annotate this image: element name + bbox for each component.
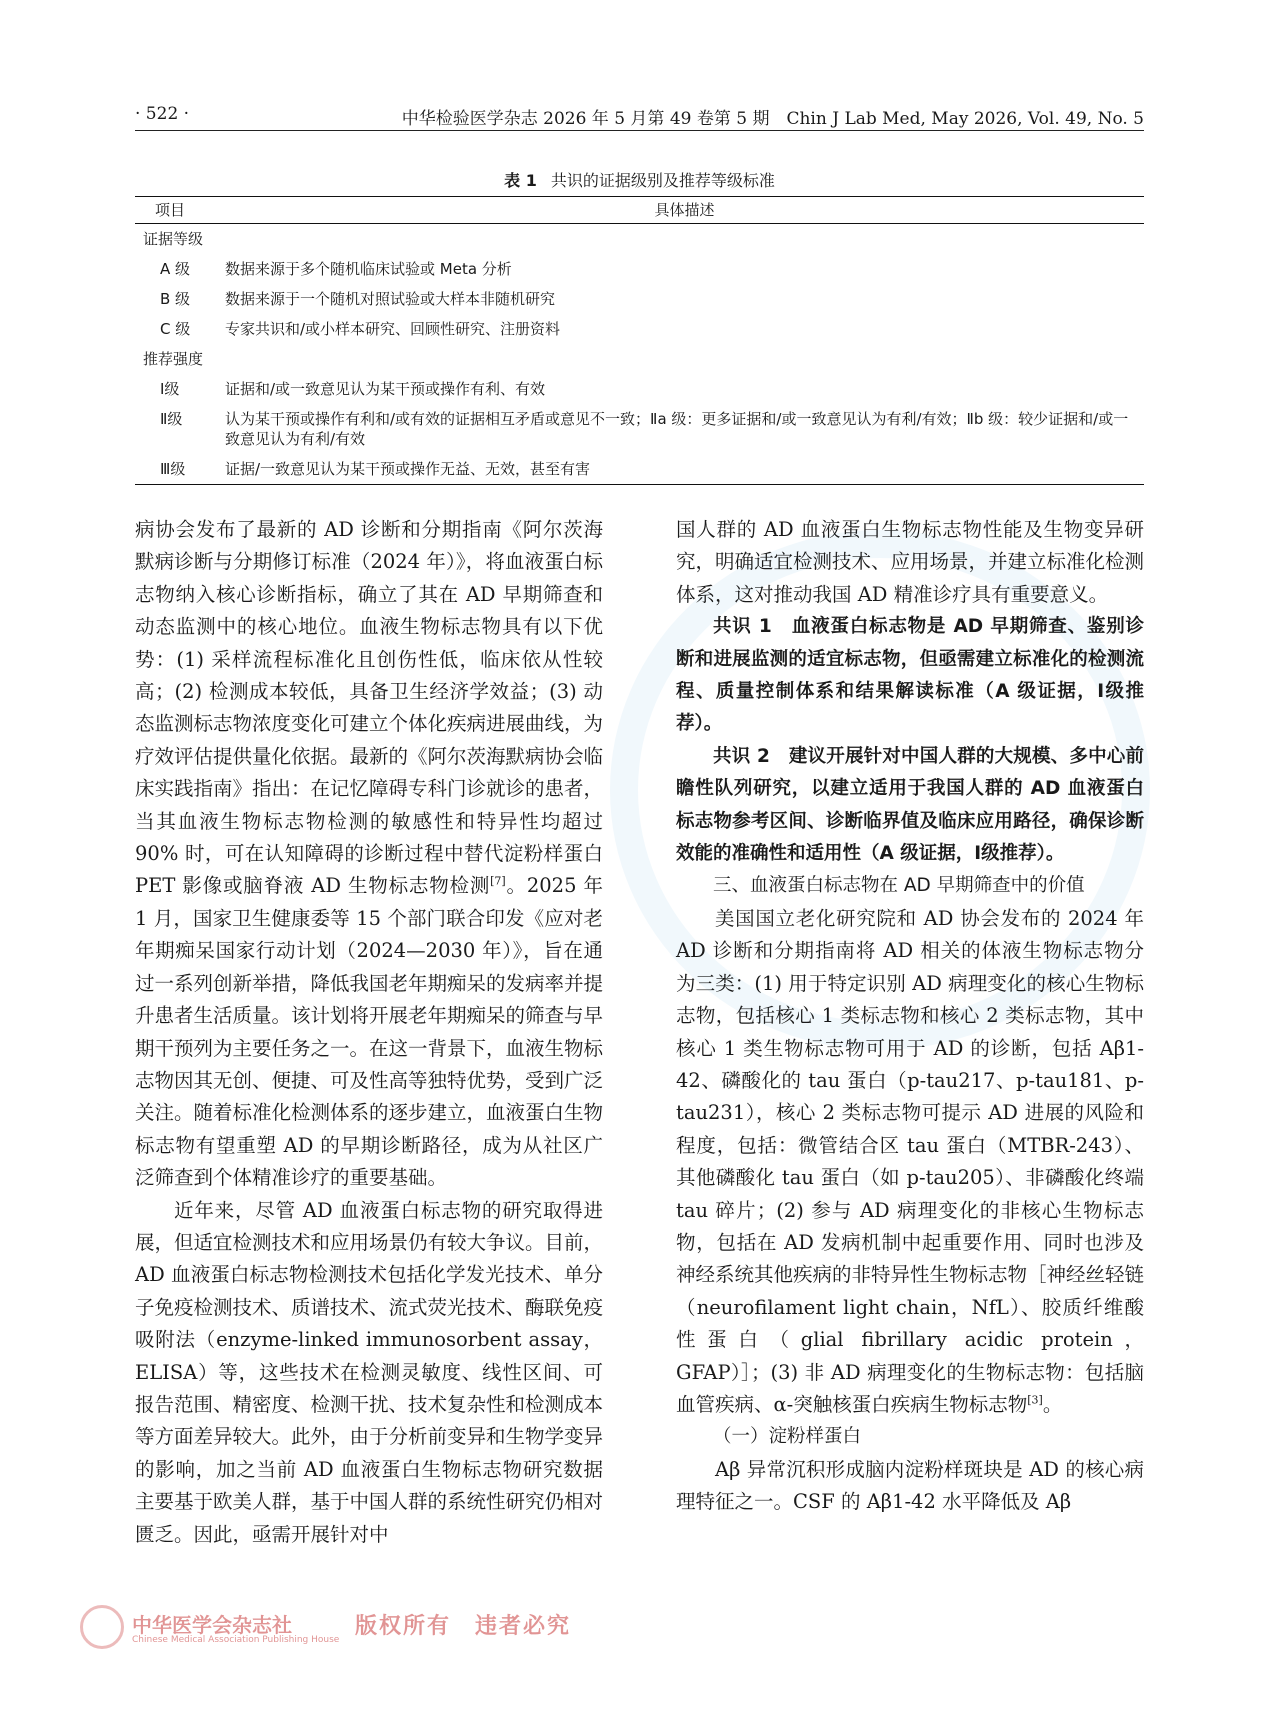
description-cell: 认为某干预或操作有利和/或有效的证据相互矛盾或意见不一致；Ⅱa 级：更多证据和/或一致意见认为有利/有效；Ⅱb 级：较少证据和/或一致意见认为有利/有效 xyxy=(225,410,1129,448)
body-paragraph xyxy=(135,514,603,1195)
table-row xyxy=(135,314,1144,344)
publisher-name: 中华医学会杂志社 xyxy=(132,1613,292,1637)
group-label: 证据等级 xyxy=(143,230,204,248)
body-paragraph: 近年来，尽管 AD 血液蛋白标志物的研究取得进展，但适宜检测技术和应用场景仍有较大争议。目前，AD 血液蛋白标志物检测技术包括化学发光技术、单分子免疫检测技术、质谱技术、流式荧光技术、酶联免疫吸附法（enzyme-linked immunosorbent assay，ELISA）等，这些技术在检测灵敏度、线性区间、可报告范围、精密度、检测干扰、技术复杂性和检测成本等方面差异较大。此外，由于分析前变异和生物学变异的影响，加之当前 AD 血液蛋白生物标志物研究数据主要基于欧美人群，基于中国人群的系统性研究仍相对匮乏。因此，亟需开展针对中 xyxy=(135,1198,604,1546)
table-caption xyxy=(135,168,1144,191)
running-header xyxy=(135,104,1144,131)
body-paragraph: Aβ 异常沉积形成脑内淀粉样斑块是 AD 的核心病理特征之一。CSF 的 Aβ1-42 水平降低及 Aβ xyxy=(676,1457,1144,1514)
description-cell: 数据来源于一个随机对照试验或大样本非随机研究 xyxy=(225,290,556,308)
group-label: 推荐强度 xyxy=(143,350,204,368)
consensus-statement: 共识 1 血液蛋白标志物是 AD 早期筛查、鉴别诊断和进展监测的适宜标志物，但亟需建立标准化的检测流程、质量控制体系和结果解读标准（A 级证据，Ⅰ级推荐）。 xyxy=(676,616,1144,735)
column-header-description: 具体描述 xyxy=(225,197,1144,224)
table-group-row xyxy=(135,344,1144,374)
paragraph-text: 。2025 年 1 月，国家卫生健康委等 15 个部门联合印发《应对老年期痴呆国家行动计划（2024—2030 年）》，旨在通过一系列创新举措，降低我国老年期痴呆的发病率并提升患者生活质量。该计划将开展老年期痴呆的筛查与早期干预列为主要任务之一。在这一背景下，血液生物标志物因其无创、便捷、可及性高等独特优势，受到广泛关注。随着标准化检测体系的逐步建立，血液蛋白生物标志物有望重塑 AD 的早期诊断路径，成为从社区广泛筛查到个体精准诊疗的重要基础。 xyxy=(135,874,604,1190)
right-text-column xyxy=(676,514,1144,1519)
citation-ref: [3] xyxy=(1027,1393,1043,1407)
journal-citation: 中华检验医学杂志 2026 年 5 月第 49 卷第 5 期 Chin J Lab Med, May 2026, Vol. 49, No. 5 xyxy=(401,109,1144,129)
table-row xyxy=(135,404,1144,454)
left-text-column xyxy=(135,514,603,1551)
section-heading: 三、血液蛋白标志物在 AD 早期筛查中的价值 xyxy=(713,875,1085,897)
consensus-statement: 共识 2 建议开展针对中国人群的大规模、多中心前瞻性队列研究，以建立适用于我国人群的 AD 血液蛋白标志物参考区间、诊断临界值及临床应用路径，确保诊断效能的准确性和适用性（A 级证据，Ⅰ级推荐）。 xyxy=(676,745,1144,865)
description-cell: 证据/一致意见认为某干预或操作无益、无效，甚至有害 xyxy=(225,454,1144,485)
page-number: · 522 · xyxy=(135,104,190,124)
table-row xyxy=(135,454,1144,485)
table-row xyxy=(135,254,1144,284)
level-cell: Ⅱ级 xyxy=(160,410,183,428)
table-row xyxy=(135,284,1144,314)
subsection-heading: （一）淀粉样蛋白 xyxy=(713,1426,862,1448)
paragraph-text: 。 xyxy=(1042,1392,1063,1416)
level-cell: Ⅲ级 xyxy=(135,454,225,485)
copyright-slogan: 版权所有 违者必究 xyxy=(355,1614,572,1639)
description-cell: 专家共识和/或小样本研究、回顾性研究、注册资料 xyxy=(225,320,561,338)
description-cell: 证据和/或一致意见认为某干预或操作有利、有效 xyxy=(225,380,546,398)
publisher-name-en: Chinese Medical Association Publishing House xyxy=(132,1635,340,1645)
paragraph-text: 美国国立老化研究院和 AD 协会发布的 2024 年 AD 诊断和分期指南将 AD 相关的体液生物标志物分为三类：(1) 用于特定识别 AD 病理变化的核心生物标志物，包括核心 1 类标志物和核心 2 类标志物，其中核心 1 类生物标志物可用于 AD 的诊断，包括 Aβ1-42、磷酸化的 tau 蛋白（p-tau217、p-tau181、p-tau231），核心 2 类标志物可提示 AD 进展的风险和程度，包括：微管结合区 tau 蛋白（MTBR-243）、其他磷酸化 tau 蛋白（如 p-tau205）、非磷酸化终端 tau 碎片；(2) 参与 AD 病理变化的非核心生物标志物，包括在 AD 发病机制中起重要作用、同时也涉及神经系统其他疾病的非特异性生物标志物［神经丝轻链（neurofilament light chain，NfL）、胶质纤维酸性蛋白（glial fibrillary acidic protein，GFAP）］；(3) 非 AD 病理变化的生物标志物：包括脑血管疾病、α-突触核蛋白疾病生物标志物 xyxy=(676,906,1145,1416)
body-paragraph xyxy=(676,903,1144,1422)
publisher-watermark xyxy=(80,1605,600,1655)
description-cell: 数据来源于多个随机临床试验或 Meta 分析 xyxy=(225,260,512,278)
table-title: 共识的证据级别及推荐等级标准 xyxy=(550,171,775,190)
evidence-grade-table xyxy=(135,196,1144,485)
table-row xyxy=(135,374,1144,404)
level-cell: C 级 xyxy=(160,320,191,338)
body-paragraph: 国人群的 AD 血液蛋白生物标志物性能及生物变异研究，明确适宜检测技术、应用场景，并建立标准化检测体系，这对推动我国 AD 精准诊疗具有重要意义。 xyxy=(676,518,1145,606)
level-cell: Ⅰ级 xyxy=(160,380,180,398)
citation-ref: [7] xyxy=(490,874,506,888)
column-header-item: 项目 xyxy=(135,197,225,224)
publisher-seal-icon xyxy=(80,1605,124,1649)
table-group-row xyxy=(135,224,1144,255)
level-cell: B 级 xyxy=(160,290,191,308)
table-label: 表 1 xyxy=(504,171,537,190)
level-cell: A 级 xyxy=(160,260,191,278)
paragraph-text: 病协会发布了最新的 AD 诊断和分期指南《阿尔茨海默病诊断与分期修订标准（2024 年）》，将血液蛋白标志物纳入核心诊断指标，确立了其在 AD 早期筛查和动态监测中的核心地位。血液生物标志物具有以下优势：(1) 采样流程标准化且创伤性低，临床依从性较高；(2) 检测成本较低，具备卫生经济学效益；(3) 动态监测标志物浓度变化可建立个体化疾病进展曲线，为疗效评估提供量化依据。最新的《阿尔茨海默病协会临床实践指南》指出：在记忆障碍专科门诊就诊的患者，当其血液生物标志物检测的敏感性和特异性均超过 90% 时，可在认知障碍的诊断过程中替代淀粉样蛋白 PET 影像或脑脊液 AD 生物标志物检测 xyxy=(135,518,604,898)
